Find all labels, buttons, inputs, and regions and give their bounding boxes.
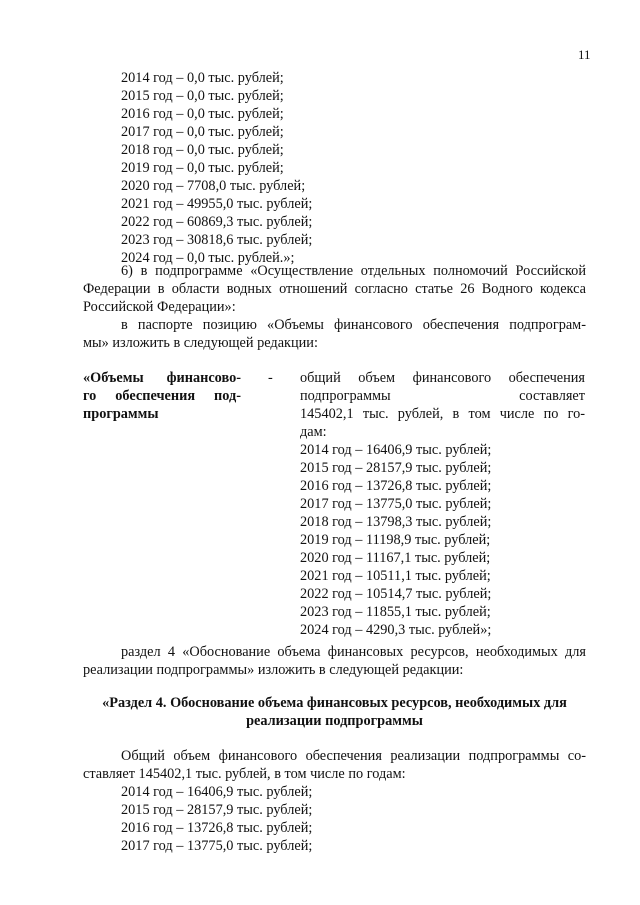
table-left-line-3: программы — [83, 406, 159, 422]
para-6-line-3: Российской Федерации»: — [83, 299, 236, 315]
year-line: 2023 год – 11855,1 тыс. рублей; — [300, 604, 491, 620]
para-6-line-2: Федерации в области водных отношений согласно статье 26 Водного кодекса — [83, 281, 586, 297]
para-6-line-1: 6) в подпрограмме «Осуществление отдельных полномочий Российской — [121, 263, 586, 279]
year-line: 2023 год – 30818,6 тыс. рублей; — [121, 232, 313, 248]
year-line: 2024 год – 4290,3 тыс. рублей»; — [300, 622, 492, 638]
year-line: 2018 год – 13798,3 тыс. рублей; — [300, 514, 492, 530]
year-line: 2014 год – 16406,9 тыс. рублей; — [300, 442, 492, 458]
year-line: 2016 год – 0,0 тыс. рублей; — [121, 106, 284, 122]
table-right-line-4: дам: — [300, 424, 327, 440]
year-line: 2018 год – 0,0 тыс. рублей; — [121, 142, 284, 158]
year-line: 2019 год – 0,0 тыс. рублей; — [121, 160, 284, 176]
table-dash: - — [268, 370, 273, 386]
section-para-line-1: раздел 4 «Обоснование объема финансовых ресурсов, необходимых для — [121, 644, 586, 660]
year-line: 2020 год – 11167,1 тыс. рублей; — [300, 550, 491, 566]
section-heading-line-2: реализации подпрограммы — [246, 713, 423, 729]
section-para-line-2: реализации подпрограммы» изложить в следующей редакции: — [83, 662, 464, 678]
body-para-line-1: Общий объем финансового обеспечения реализации подпрограммы со- — [121, 748, 586, 764]
year-line: 2014 год – 0,0 тыс. рублей; — [121, 70, 284, 86]
passport-line-2: мы» изложить в следующей редакции: — [83, 335, 318, 351]
year-line: 2014 год – 16406,9 тыс. рублей; — [121, 784, 313, 800]
year-line: 2022 год – 10514,7 тыс. рублей; — [300, 586, 492, 602]
section-heading-line-1: «Раздел 4. Обоснование объема финансовых ресурсов, необходимых для — [102, 695, 567, 711]
table-right-line-1: общий объем финансового обеспечения — [300, 370, 585, 386]
table-left-line-1: «Объемы финансово- — [83, 370, 241, 386]
year-line: 2020 год – 7708,0 тыс. рублей; — [121, 178, 306, 194]
year-line: 2015 год – 28157,9 тыс. рублей; — [300, 460, 492, 476]
table-right-line-3: 145402,1 тыс. рублей, в том числе по го- — [300, 406, 585, 422]
year-line: 2016 год – 13726,8 тыс. рублей; — [121, 820, 313, 836]
year-line: 2024 год – 0,0 тыс. рублей.»; — [121, 250, 295, 266]
passport-line-1: в паспорте позицию «Объемы финансового обеспечения подпрограм- — [121, 317, 586, 333]
table-left-line-2: го обеспечения под- — [83, 388, 241, 404]
year-line: 2021 год – 49955,0 тыс. рублей; — [121, 196, 313, 212]
table-right-line-2: подпрограммы составляет — [300, 388, 585, 404]
year-line: 2017 год – 13775,0 тыс. рублей; — [300, 496, 492, 512]
year-line: 2015 год – 28157,9 тыс. рублей; — [121, 802, 313, 818]
year-line: 2022 год – 60869,3 тыс. рублей; — [121, 214, 313, 230]
year-line: 2015 год – 0,0 тыс. рублей; — [121, 88, 284, 104]
year-line: 2017 год – 13775,0 тыс. рублей; — [121, 838, 313, 854]
page-number: 11 — [578, 47, 591, 62]
year-line: 2021 год – 10511,1 тыс. рублей; — [300, 568, 491, 584]
year-line: 2016 год – 13726,8 тыс. рублей; — [300, 478, 492, 494]
year-line: 2017 год – 0,0 тыс. рублей; — [121, 124, 284, 140]
body-para-line-2: ставляет 145402,1 тыс. рублей, в том числе по годам: — [83, 766, 406, 782]
year-line: 2019 год – 11198,9 тыс. рублей; — [300, 532, 491, 548]
